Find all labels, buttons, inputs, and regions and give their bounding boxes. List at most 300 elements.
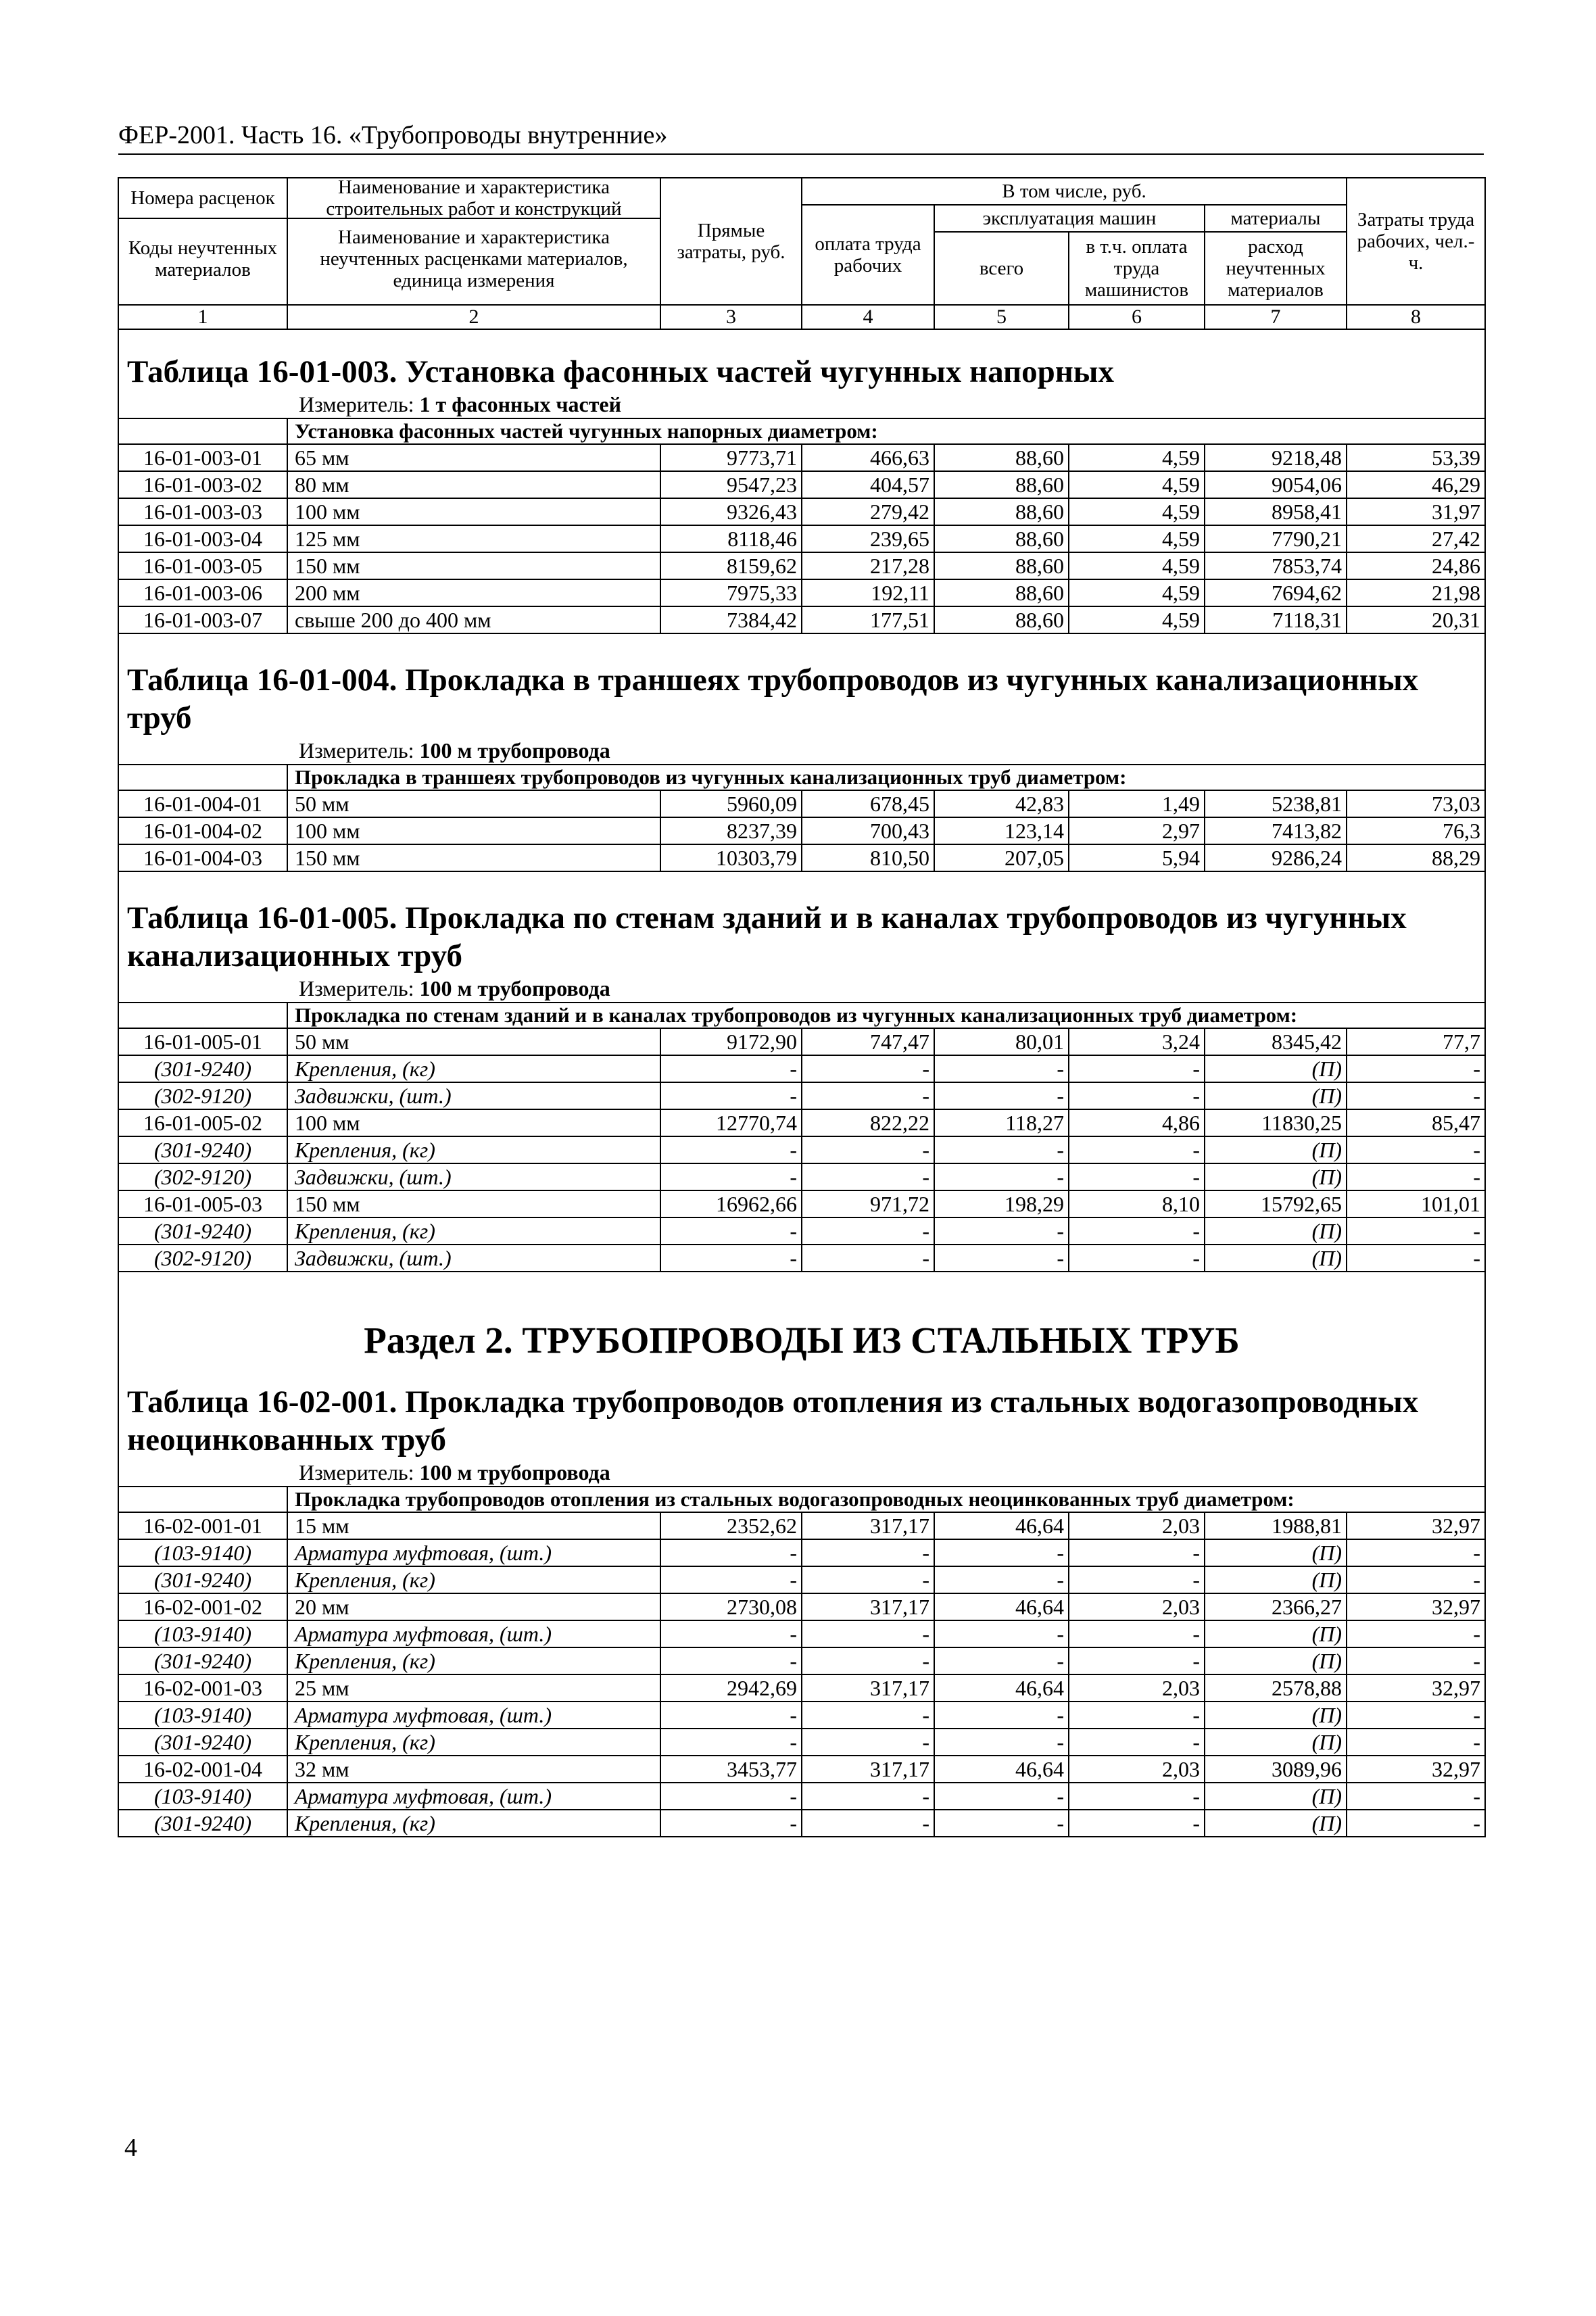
value-c5: 46,64 xyxy=(934,1674,1069,1702)
value-c8: 20,31 xyxy=(1347,606,1485,633)
value-c5: - xyxy=(934,1647,1069,1674)
value-c4: 822,22 xyxy=(802,1109,934,1136)
table-title-row xyxy=(118,899,1485,975)
value-c4: - xyxy=(802,1702,934,1729)
value-c8: - xyxy=(1347,1082,1485,1109)
value-c3: - xyxy=(660,1566,802,1593)
value-c3: 3453,77 xyxy=(660,1756,802,1783)
value-c5: - xyxy=(934,1245,1069,1272)
value-c6: - xyxy=(1069,1647,1205,1674)
spacer-row xyxy=(118,871,1485,899)
value-c6: - xyxy=(1069,1810,1205,1837)
value-c7: 7413,82 xyxy=(1205,817,1347,844)
rate-name: 125 мм xyxy=(287,525,660,552)
value-c5: - xyxy=(934,1783,1069,1810)
header-col-8: Затраты труда рабочих, чел.-ч. xyxy=(1347,178,1485,305)
meter-row xyxy=(118,737,1485,765)
value-c3: 9547,23 xyxy=(660,471,802,498)
rate-code: 16-02-001-03 xyxy=(118,1674,287,1702)
value-c7: (П) xyxy=(1205,1136,1347,1163)
value-c3: 7384,42 xyxy=(660,606,802,633)
value-c5: - xyxy=(934,1082,1069,1109)
value-c6: 4,59 xyxy=(1069,579,1205,606)
value-c4: - xyxy=(802,1539,934,1566)
value-c6: 2,03 xyxy=(1069,1593,1205,1620)
value-c7: (П) xyxy=(1205,1702,1347,1729)
rate-name: 200 мм xyxy=(287,579,660,606)
value-c7: 2366,27 xyxy=(1205,1593,1347,1620)
group-row xyxy=(118,418,1485,444)
value-c5: 123,14 xyxy=(934,817,1069,844)
rate-name: Арматура муфтовая, (шт.) xyxy=(287,1539,660,1566)
value-c6: 5,94 xyxy=(1069,844,1205,871)
value-c8: 85,47 xyxy=(1347,1109,1485,1136)
table-title-text: Прокладка по стенам зданий и в каналах трубопроводов из чугунных канализационных труб xyxy=(127,900,1407,973)
value-c3: - xyxy=(660,1647,802,1674)
value-c6: 2,03 xyxy=(1069,1512,1205,1539)
value-c6: - xyxy=(1069,1082,1205,1109)
column-number: 6 xyxy=(1069,305,1205,329)
value-c7: 8345,42 xyxy=(1205,1028,1347,1055)
value-c7: 1988,81 xyxy=(1205,1512,1347,1539)
rate-code: 16-01-003-06 xyxy=(118,579,287,606)
meter-label: Измеритель: xyxy=(299,392,414,416)
value-c5: 88,60 xyxy=(934,606,1069,633)
value-c7: (П) xyxy=(1205,1810,1347,1837)
rate-name: 150 мм xyxy=(287,552,660,579)
rate-row xyxy=(118,790,1485,817)
value-c6: - xyxy=(1069,1245,1205,1272)
value-c7: 5238,81 xyxy=(1205,790,1347,817)
rate-row xyxy=(118,606,1485,633)
column-header-row xyxy=(118,178,1485,205)
rate-code: (103-9140) xyxy=(118,1620,287,1647)
value-c7: (П) xyxy=(1205,1082,1347,1109)
rate-row xyxy=(118,498,1485,525)
value-c8: 77,7 xyxy=(1347,1028,1485,1055)
value-c8: - xyxy=(1347,1702,1485,1729)
rate-name: 100 мм xyxy=(287,1109,660,1136)
rate-code: 16-01-003-03 xyxy=(118,498,287,525)
value-c3: 9172,90 xyxy=(660,1028,802,1055)
rate-name: Крепления, (кг) xyxy=(287,1810,660,1837)
rate-row xyxy=(118,552,1485,579)
column-number: 4 xyxy=(802,305,934,329)
value-c6: - xyxy=(1069,1055,1205,1082)
header-col-5: всего xyxy=(934,232,1069,305)
value-c8: 73,03 xyxy=(1347,790,1485,817)
rate-name: 150 мм xyxy=(287,1190,660,1217)
rate-code: 16-01-004-02 xyxy=(118,817,287,844)
value-c5: 88,60 xyxy=(934,498,1069,525)
value-c8: - xyxy=(1347,1217,1485,1245)
value-c3: 9773,71 xyxy=(660,444,802,471)
spacer xyxy=(118,329,1485,353)
value-c5: 88,60 xyxy=(934,471,1069,498)
value-c5: 198,29 xyxy=(934,1190,1069,1217)
table-title-number: Таблица 16-01-005. xyxy=(127,900,397,936)
rate-code: (301-9240) xyxy=(118,1136,287,1163)
rate-code: 16-01-005-03 xyxy=(118,1190,287,1217)
value-c6: - xyxy=(1069,1136,1205,1163)
value-c3: 2942,69 xyxy=(660,1674,802,1702)
value-c5: 42,83 xyxy=(934,790,1069,817)
spacer-row xyxy=(118,633,1485,661)
value-c8: - xyxy=(1347,1783,1485,1810)
meter xyxy=(118,1459,1485,1487)
header-col-6: в т.ч. оплата труда машинистов xyxy=(1069,232,1205,305)
rate-code: 16-01-005-02 xyxy=(118,1109,287,1136)
value-c6: - xyxy=(1069,1702,1205,1729)
meter-value: 100 м трубопровода xyxy=(419,738,610,763)
rate-name: 20 мм xyxy=(287,1593,660,1620)
value-c3: - xyxy=(660,1136,802,1163)
group-row xyxy=(118,1003,1485,1028)
rate-code: (301-9240) xyxy=(118,1810,287,1837)
rate-name: Крепления, (кг) xyxy=(287,1729,660,1756)
rate-name: Арматура муфтовая, (шт.) xyxy=(287,1783,660,1810)
rate-name: Арматура муфтовая, (шт.) xyxy=(287,1620,660,1647)
header-col-1: Номера расценок Коды неучтенных материалов xyxy=(118,178,287,305)
meter xyxy=(118,975,1485,1003)
material-row xyxy=(118,1245,1485,1272)
rate-row xyxy=(118,1593,1485,1620)
value-c7: 8958,41 xyxy=(1205,498,1347,525)
value-c8: 31,97 xyxy=(1347,498,1485,525)
rate-row xyxy=(118,817,1485,844)
value-c7: (П) xyxy=(1205,1163,1347,1190)
value-c7: 7853,74 xyxy=(1205,552,1347,579)
group-code-cell xyxy=(118,418,287,444)
group-title: Прокладка в траншеях трубопроводов из чугунных канализационных труб диаметром: xyxy=(287,765,1485,790)
rate-row xyxy=(118,471,1485,498)
material-row xyxy=(118,1620,1485,1647)
rate-code: 16-01-004-01 xyxy=(118,790,287,817)
rate-code: 16-01-003-02 xyxy=(118,471,287,498)
rate-name: 65 мм xyxy=(287,444,660,471)
value-c7: 3089,96 xyxy=(1205,1756,1347,1783)
group-code-cell xyxy=(118,765,287,790)
value-c4: 317,17 xyxy=(802,1756,934,1783)
rate-name: 32 мм xyxy=(287,1756,660,1783)
value-c6: 4,59 xyxy=(1069,471,1205,498)
rate-name: Арматура муфтовая, (шт.) xyxy=(287,1702,660,1729)
rate-code: (301-9240) xyxy=(118,1729,287,1756)
rate-name: Крепления, (кг) xyxy=(287,1055,660,1082)
value-c3: - xyxy=(660,1163,802,1190)
value-c8: 88,29 xyxy=(1347,844,1485,871)
spacer xyxy=(118,1272,1485,1293)
rate-name: Задвижки, (шт.) xyxy=(287,1245,660,1272)
value-c5: 88,60 xyxy=(934,525,1069,552)
value-c5: - xyxy=(934,1566,1069,1593)
table-title-row xyxy=(118,1383,1485,1459)
column-number: 1 xyxy=(118,305,287,329)
value-c8: 53,39 xyxy=(1347,444,1485,471)
value-c8: - xyxy=(1347,1810,1485,1837)
rate-name: Задвижки, (шт.) xyxy=(287,1082,660,1109)
rate-code: (103-9140) xyxy=(118,1783,287,1810)
value-c3: 12770,74 xyxy=(660,1109,802,1136)
value-c3: - xyxy=(660,1702,802,1729)
rate-name: Задвижки, (шт.) xyxy=(287,1163,660,1190)
value-c4: - xyxy=(802,1082,934,1109)
value-c4: - xyxy=(802,1566,934,1593)
material-row xyxy=(118,1055,1485,1082)
header-col-7: расход неучтенных материалов xyxy=(1205,232,1347,305)
rate-name: Крепления, (кг) xyxy=(287,1647,660,1674)
value-c6: 1,49 xyxy=(1069,790,1205,817)
value-c4: - xyxy=(802,1055,934,1082)
value-c6: - xyxy=(1069,1783,1205,1810)
value-c3: 9326,43 xyxy=(660,498,802,525)
value-c4: - xyxy=(802,1163,934,1190)
group-title: Прокладка трубопроводов отопления из стальных водогазопроводных неоцинкованных труб диаметром: xyxy=(287,1487,1485,1512)
value-c4: 177,51 xyxy=(802,606,934,633)
table-title-number: Таблица 16-01-003. xyxy=(127,354,397,389)
rate-code: (301-9240) xyxy=(118,1647,287,1674)
value-c4: - xyxy=(802,1245,934,1272)
value-c4: 217,28 xyxy=(802,552,934,579)
group-code-cell xyxy=(118,1003,287,1028)
value-c3: - xyxy=(660,1810,802,1837)
value-c3: 8159,62 xyxy=(660,552,802,579)
rate-row xyxy=(118,579,1485,606)
value-c5: 80,01 xyxy=(934,1028,1069,1055)
rate-code: (103-9140) xyxy=(118,1539,287,1566)
spacer-row xyxy=(118,1272,1485,1293)
value-c7: 9054,06 xyxy=(1205,471,1347,498)
spacer xyxy=(118,633,1485,661)
rate-code: 16-01-003-07 xyxy=(118,606,287,633)
table-title-number: Таблица 16-02-001. xyxy=(127,1384,397,1420)
rate-code: 16-01-003-04 xyxy=(118,525,287,552)
value-c3: 16962,66 xyxy=(660,1190,802,1217)
value-c3: 5960,09 xyxy=(660,790,802,817)
meter-label: Измеритель: xyxy=(299,976,414,1000)
value-c3: - xyxy=(660,1783,802,1810)
rate-code: (301-9240) xyxy=(118,1566,287,1593)
value-c8: - xyxy=(1347,1620,1485,1647)
rate-name: 100 мм xyxy=(287,498,660,525)
value-c8: - xyxy=(1347,1163,1485,1190)
value-c5: 46,64 xyxy=(934,1593,1069,1620)
value-c3: 7975,33 xyxy=(660,579,802,606)
value-c5: - xyxy=(934,1055,1069,1082)
spacer-row xyxy=(118,329,1485,353)
value-c6: - xyxy=(1069,1620,1205,1647)
meter-label: Измеритель: xyxy=(299,1460,414,1485)
value-c8: - xyxy=(1347,1729,1485,1756)
rate-name: свыше 200 до 400 мм xyxy=(287,606,660,633)
column-number: 5 xyxy=(934,305,1069,329)
value-c8: 76,3 xyxy=(1347,817,1485,844)
value-c8: 24,86 xyxy=(1347,552,1485,579)
value-c6: 8,10 xyxy=(1069,1190,1205,1217)
value-c4: - xyxy=(802,1217,934,1245)
value-c7: (П) xyxy=(1205,1055,1347,1082)
value-c4: 747,47 xyxy=(802,1028,934,1055)
value-c5: - xyxy=(934,1163,1069,1190)
rate-row xyxy=(118,1109,1485,1136)
value-c8: - xyxy=(1347,1055,1485,1082)
rate-code: 16-02-001-04 xyxy=(118,1756,287,1783)
rate-row xyxy=(118,1674,1485,1702)
material-row xyxy=(118,1539,1485,1566)
table-title-number: Таблица 16-01-004. xyxy=(127,662,397,698)
value-c4: 317,17 xyxy=(802,1593,934,1620)
rate-name: Крепления, (кг) xyxy=(287,1217,660,1245)
value-c4: 404,57 xyxy=(802,471,934,498)
value-c6: - xyxy=(1069,1217,1205,1245)
value-c7: 9286,24 xyxy=(1205,844,1347,871)
column-number: 3 xyxy=(660,305,802,329)
page-number: 4 xyxy=(124,2133,137,2162)
value-c6: - xyxy=(1069,1566,1205,1593)
header-col-2: Наименование и характеристика строительных работ и конструкций Наименование и характеристика неучтенных расценками материалов, единица измерения xyxy=(287,178,660,305)
value-c8: 32,97 xyxy=(1347,1512,1485,1539)
rate-code: 16-01-003-01 xyxy=(118,444,287,471)
rate-code: (301-9240) xyxy=(118,1055,287,1082)
rate-name: 100 мм xyxy=(287,817,660,844)
rate-row xyxy=(118,844,1485,871)
value-c7: (П) xyxy=(1205,1539,1347,1566)
value-c6: 4,86 xyxy=(1069,1109,1205,1136)
material-row xyxy=(118,1783,1485,1810)
value-c6: 2,97 xyxy=(1069,817,1205,844)
material-row xyxy=(118,1647,1485,1674)
rate-row xyxy=(118,525,1485,552)
value-c4: - xyxy=(802,1136,934,1163)
value-c3: - xyxy=(660,1245,802,1272)
value-c8: 101,01 xyxy=(1347,1190,1485,1217)
value-c5: - xyxy=(934,1620,1069,1647)
table-title-row xyxy=(118,353,1485,391)
rate-name: 150 мм xyxy=(287,844,660,871)
value-c4: 700,43 xyxy=(802,817,934,844)
value-c8: - xyxy=(1347,1566,1485,1593)
value-c3: - xyxy=(660,1539,802,1566)
spacer xyxy=(118,871,1485,899)
material-row xyxy=(118,1702,1485,1729)
value-c7: 7694,62 xyxy=(1205,579,1347,606)
value-c7: 9218,48 xyxy=(1205,444,1347,471)
rate-code: 16-01-005-01 xyxy=(118,1028,287,1055)
value-c4: 678,45 xyxy=(802,790,934,817)
value-c6: 2,03 xyxy=(1069,1756,1205,1783)
value-c7: 7118,31 xyxy=(1205,606,1347,633)
group-row xyxy=(118,765,1485,790)
value-c3: - xyxy=(660,1217,802,1245)
group-code-cell xyxy=(118,1487,287,1512)
value-c8: 21,98 xyxy=(1347,579,1485,606)
value-c8: 27,42 xyxy=(1347,525,1485,552)
value-c3: 10303,79 xyxy=(660,844,802,871)
value-c8: - xyxy=(1347,1136,1485,1163)
meter xyxy=(118,737,1485,765)
value-c7: 11830,25 xyxy=(1205,1109,1347,1136)
value-c3: - xyxy=(660,1055,802,1082)
value-c3: - xyxy=(660,1082,802,1109)
value-c6: 4,59 xyxy=(1069,552,1205,579)
value-c3: 2352,62 xyxy=(660,1512,802,1539)
value-c7: 2578,88 xyxy=(1205,1674,1347,1702)
rate-row xyxy=(118,1190,1485,1217)
section-title: Раздел 2. ТРУБОПРОВОДЫ ИЗ СТАЛЬНЫХ ТРУБ xyxy=(118,1293,1485,1383)
value-c7: (П) xyxy=(1205,1217,1347,1245)
value-c5: - xyxy=(934,1136,1069,1163)
value-c3: - xyxy=(660,1729,802,1756)
value-c6: 3,24 xyxy=(1069,1028,1205,1055)
value-c5: 46,64 xyxy=(934,1512,1069,1539)
value-c6: - xyxy=(1069,1163,1205,1190)
table-title xyxy=(118,899,1485,975)
value-c4: - xyxy=(802,1647,934,1674)
value-c3: 2730,08 xyxy=(660,1593,802,1620)
value-c8: 32,97 xyxy=(1347,1593,1485,1620)
value-c4: 317,17 xyxy=(802,1674,934,1702)
value-c4: 971,72 xyxy=(802,1190,934,1217)
material-row xyxy=(118,1217,1485,1245)
value-c5: 118,27 xyxy=(934,1109,1069,1136)
value-c4: 466,63 xyxy=(802,444,934,471)
table-title xyxy=(118,353,1485,391)
value-c5: 46,64 xyxy=(934,1756,1069,1783)
header-group: В том числе, руб. xyxy=(802,178,1347,205)
rate-code: (302-9120) xyxy=(118,1163,287,1190)
header-materials: материалы xyxy=(1205,205,1347,232)
value-c4: 279,42 xyxy=(802,498,934,525)
rate-name: Крепления, (кг) xyxy=(287,1566,660,1593)
value-c4: - xyxy=(802,1620,934,1647)
value-c5: - xyxy=(934,1539,1069,1566)
value-c6: - xyxy=(1069,1539,1205,1566)
value-c8: - xyxy=(1347,1539,1485,1566)
value-c7: (П) xyxy=(1205,1566,1347,1593)
value-c5: 88,60 xyxy=(934,444,1069,471)
rate-code: 16-02-001-02 xyxy=(118,1593,287,1620)
rate-code: 16-01-003-05 xyxy=(118,552,287,579)
meter xyxy=(118,391,1485,418)
value-c7: (П) xyxy=(1205,1647,1347,1674)
value-c7: (П) xyxy=(1205,1620,1347,1647)
table-title-text: Установка фасонных частей чугунных напорных xyxy=(405,354,1114,389)
value-c6: - xyxy=(1069,1729,1205,1756)
rate-name: 25 мм xyxy=(287,1674,660,1702)
header-col-3: Прямые затраты, руб. xyxy=(660,178,802,305)
table-title-row xyxy=(118,661,1485,737)
group-title: Прокладка по стенам зданий и в каналах трубопроводов из чугунных канализационных труб диаметром: xyxy=(287,1003,1485,1028)
value-c4: 810,50 xyxy=(802,844,934,871)
value-c8: - xyxy=(1347,1245,1485,1272)
value-c7: 15792,65 xyxy=(1205,1190,1347,1217)
material-row xyxy=(118,1163,1485,1190)
rate-name: 50 мм xyxy=(287,790,660,817)
value-c4: - xyxy=(802,1783,934,1810)
value-c4: 239,65 xyxy=(802,525,934,552)
material-row xyxy=(118,1136,1485,1163)
rate-code: (302-9120) xyxy=(118,1082,287,1109)
group-title: Установка фасонных частей чугунных напорных диаметром: xyxy=(287,418,1485,444)
value-c7: (П) xyxy=(1205,1729,1347,1756)
meter-value: 100 м трубопровода xyxy=(419,1460,610,1485)
meter-value: 1 т фасонных частей xyxy=(419,392,622,416)
table-title xyxy=(118,1383,1485,1459)
value-c5: 88,60 xyxy=(934,552,1069,579)
material-row xyxy=(118,1729,1485,1756)
rate-code: 16-01-004-03 xyxy=(118,844,287,871)
column-number: 7 xyxy=(1205,305,1347,329)
